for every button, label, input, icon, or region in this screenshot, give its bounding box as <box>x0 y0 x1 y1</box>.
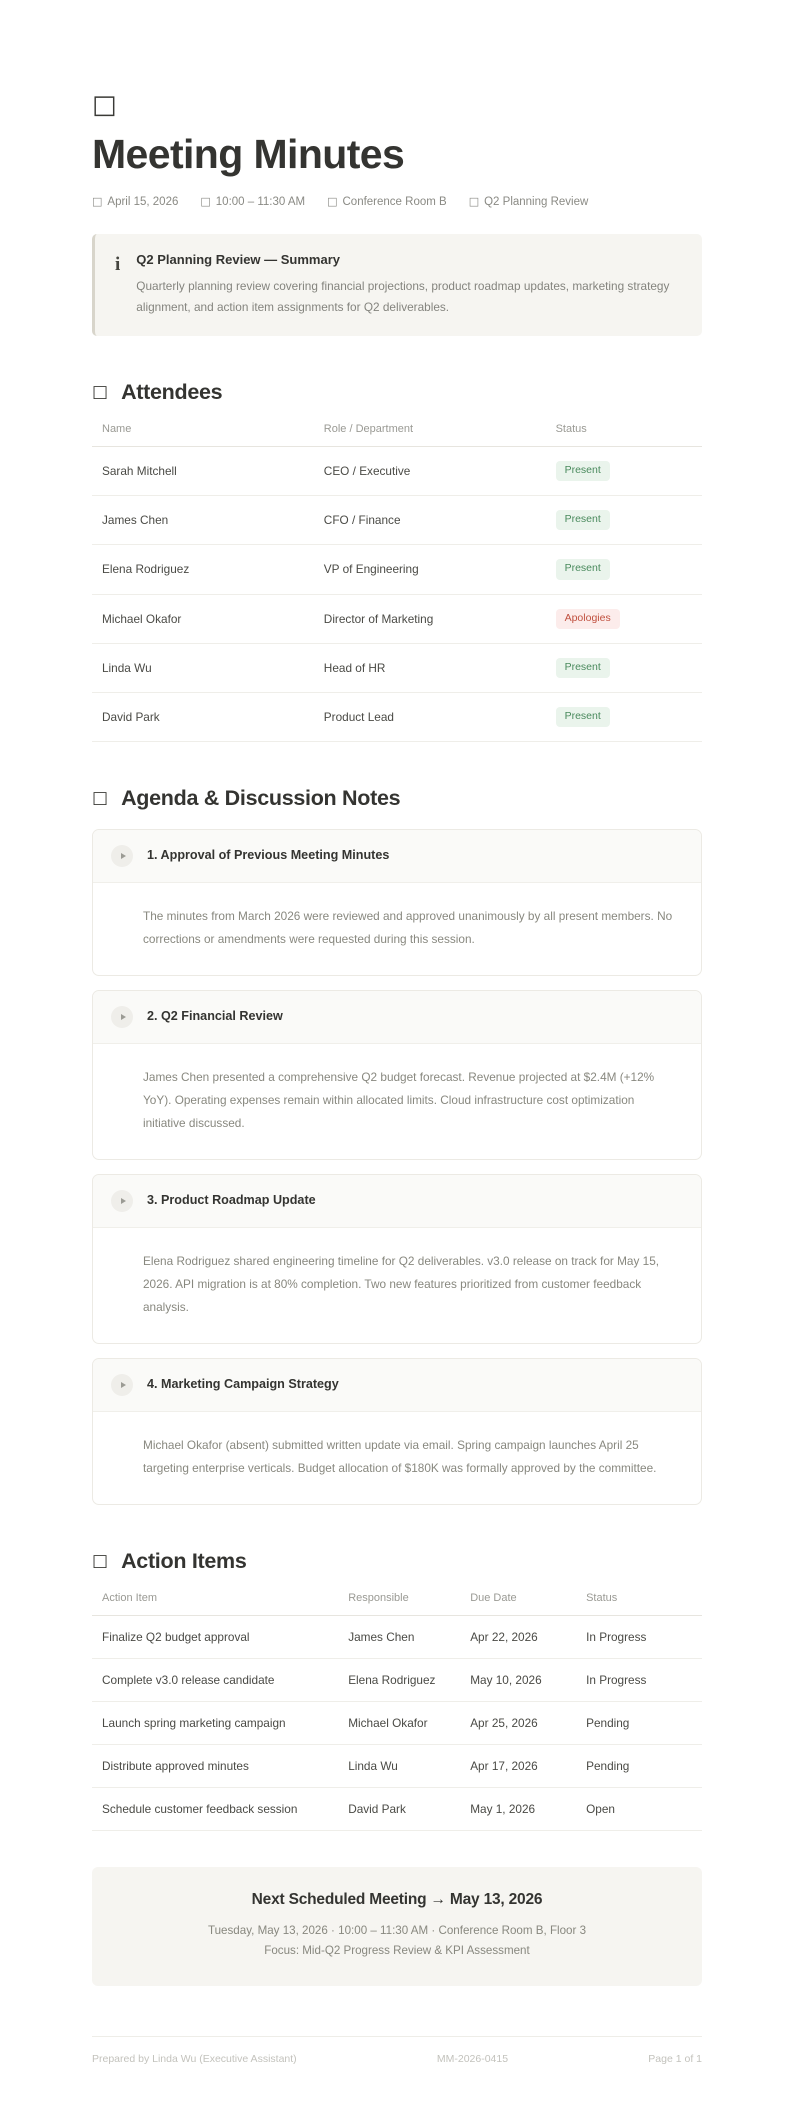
action-item-status: In Progress <box>586 1615 702 1658</box>
attendees-table <box>92 423 702 742</box>
attendee-name: James Chen <box>92 496 324 545</box>
agenda-item[interactable] <box>92 990 702 1160</box>
action-item-responsible: James Chen <box>348 1615 470 1658</box>
disclosure-triangle-icon[interactable] <box>111 1374 133 1396</box>
action-item-due: Apr 17, 2026 <box>470 1744 586 1787</box>
attendee-status-cell <box>556 643 702 692</box>
attendee-name: David Park <box>92 692 324 741</box>
action-items-icon: □ <box>92 1550 109 1571</box>
document-meta-row <box>92 194 702 210</box>
table-row <box>92 594 702 643</box>
page-title: Meeting Minutes <box>92 131 405 177</box>
action-items-table <box>92 1592 702 1831</box>
attendee-role: CEO / Executive <box>324 447 556 496</box>
action-item-responsible: Michael Okafor <box>348 1701 470 1744</box>
attendee-name: Elena Rodriguez <box>92 545 324 594</box>
attendees-section <box>92 380 702 742</box>
disclosure-triangle-icon[interactable] <box>111 1190 133 1212</box>
attendees-col-name: Name <box>92 423 324 447</box>
status-badge: Present <box>556 707 610 727</box>
agenda-item-title: 3. Product Roadmap Update <box>147 1193 316 1208</box>
agenda-section-head <box>92 786 702 811</box>
action-item-label: Launch spring marketing campaign <box>92 1701 348 1744</box>
status-badge: Apologies <box>556 609 620 629</box>
action-item-label: Distribute approved minutes <box>92 1744 348 1787</box>
table-row <box>92 1701 702 1744</box>
agenda-item-title: 1. Approval of Previous Meeting Minutes <box>147 848 390 863</box>
attendees-col-status: Status <box>556 423 702 447</box>
document-footer <box>92 2036 702 2065</box>
action-col-item: Action Item <box>92 1592 348 1616</box>
table-row <box>92 496 702 545</box>
next-meeting-box <box>92 1867 702 1986</box>
agenda-item-body: Elena Rodriguez shared engineering timeline for Q2 deliverables. v3.0 release on track for May 15, 2026. API migration is at 80% completion. Two new features prioritized from customer feedback analysis. <box>143 1253 660 1314</box>
clock-icon: □ <box>200 195 211 209</box>
disclosure-triangle-icon[interactable] <box>111 1006 133 1028</box>
footer-prepared-by: Prepared by Linda Wu (Executive Assistant) <box>92 2053 297 2066</box>
disclosure-triangle-icon[interactable] <box>111 845 133 867</box>
tag-icon: □ <box>468 195 480 209</box>
agenda-item-title: 2. Q2 Financial Review <box>147 1009 283 1024</box>
agenda-item-header[interactable] <box>93 1175 701 1228</box>
attendees-heading: Attendees <box>121 380 223 405</box>
action-item-due: May 10, 2026 <box>470 1658 586 1701</box>
attendees-section-head <box>92 380 702 405</box>
attendees-icon: □ <box>92 382 109 403</box>
next-meeting-details: Tuesday, May 13, 2026 · 10:00 – 11:30 AM · Conference Room B, Floor 3 <box>207 1923 587 1937</box>
attendee-role: Head of HR <box>324 643 556 692</box>
meta-time-label: 10:00 – 11:30 AM <box>215 195 306 208</box>
agenda-item-header[interactable] <box>93 830 701 883</box>
action-items-section <box>92 1549 702 1831</box>
action-items-heading: Action Items <box>121 1548 247 1573</box>
action-item-status: Pending <box>586 1701 702 1744</box>
document-emoji-icon: □ <box>92 90 117 120</box>
attendees-table-head <box>92 423 702 447</box>
action-col-status: Status <box>586 1592 702 1616</box>
table-row <box>92 1787 702 1830</box>
info-icon: i <box>115 254 121 275</box>
action-items-table-head <box>92 1592 702 1616</box>
next-meeting-title: Next Scheduled Meeting → May 13, 2026 <box>251 1890 543 1908</box>
status-badge: Present <box>556 461 610 481</box>
action-item-due: Apr 25, 2026 <box>470 1701 586 1744</box>
attendee-role: CFO / Finance <box>324 496 556 545</box>
attendee-role: Product Lead <box>324 692 556 741</box>
action-items-section-head <box>92 1549 702 1574</box>
meta-date-label: April 15, 2026 <box>107 195 179 208</box>
action-col-due: Due Date <box>470 1592 586 1616</box>
table-row <box>92 692 702 741</box>
attendee-status-cell <box>556 692 702 741</box>
summary-callout-text: Quarterly planning review covering financial projections, product roadmap updates, marketing strategy alignment, and action item assignments for Q2 deliverables. <box>136 278 670 314</box>
action-items-header-row <box>92 1592 702 1616</box>
table-row <box>92 545 702 594</box>
agenda-heading: Agenda & Discussion Notes <box>121 785 401 810</box>
agenda-section <box>92 786 702 1505</box>
document-header <box>92 92 702 210</box>
meta-item-date <box>92 194 178 210</box>
attendee-name: Michael Okafor <box>92 594 324 643</box>
agenda-item-title: 4. Marketing Campaign Strategy <box>147 1377 339 1392</box>
action-items-table-body <box>92 1615 702 1830</box>
attendee-role: VP of Engineering <box>324 545 556 594</box>
summary-callout-title: Q2 Planning Review — Summary <box>136 252 341 267</box>
attendee-name: Linda Wu <box>92 643 324 692</box>
agenda-item-header[interactable] <box>93 1359 701 1412</box>
attendee-name: Sarah Mitchell <box>92 447 324 496</box>
action-item-responsible: Elena Rodriguez <box>348 1658 470 1701</box>
agenda-icon: □ <box>92 787 109 808</box>
summary-callout <box>92 234 702 336</box>
meta-item-time <box>200 194 305 210</box>
action-col-responsible: Responsible <box>348 1592 470 1616</box>
footer-document-id: MM-2026-0415 <box>436 2053 509 2066</box>
meta-item-location <box>327 194 447 210</box>
attendee-status-cell <box>556 594 702 643</box>
agenda-item-body: Michael Okafor (absent) submitted written update via email. Spring campaign launches April 25 targeting enterprise verticals. Budget allocation of $180K was formally approved by the committee. <box>143 1437 657 1475</box>
agenda-item[interactable] <box>92 829 702 976</box>
meta-topic-label: Q2 Planning Review <box>484 195 589 208</box>
attendee-status-cell <box>556 496 702 545</box>
action-item-label: Finalize Q2 budget approval <box>92 1615 348 1658</box>
meta-item-topic <box>469 194 589 210</box>
next-meeting-focus: Focus: Mid-Q2 Progress Review & KPI Assessment <box>264 1943 530 1957</box>
attendees-header-row <box>92 423 702 447</box>
location-icon: □ <box>327 195 338 209</box>
action-item-responsible: David Park <box>348 1787 470 1830</box>
action-item-status: Pending <box>586 1744 702 1787</box>
action-item-status: In Progress <box>586 1658 702 1701</box>
action-item-label: Schedule customer feedback session <box>92 1787 348 1830</box>
status-badge: Present <box>556 658 610 678</box>
table-row <box>92 1658 702 1701</box>
action-item-status: Open <box>586 1787 702 1830</box>
attendee-status-cell <box>556 545 702 594</box>
table-row <box>92 1615 702 1658</box>
agenda-item-body: The minutes from March 2026 were reviewed and approved unanimously by all present members. No corrections or amendments were requested during this session. <box>143 908 673 946</box>
summary-callout-body <box>136 252 680 317</box>
agenda-item[interactable] <box>92 1358 702 1505</box>
table-row <box>92 643 702 692</box>
status-badge: Present <box>556 510 610 530</box>
action-item-due: May 1, 2026 <box>470 1787 586 1830</box>
attendees-col-role: Role / Department <box>324 423 556 447</box>
table-row <box>92 447 702 496</box>
footer-page-number: Page 1 of 1 <box>648 2053 702 2066</box>
agenda-item-header[interactable] <box>93 991 701 1044</box>
attendee-status-cell <box>556 447 702 496</box>
agenda-item[interactable] <box>92 1174 702 1344</box>
meta-location-label: Conference Room B <box>342 195 447 208</box>
action-item-label: Complete v3.0 release candidate <box>92 1658 348 1701</box>
agenda-item-body: James Chen presented a comprehensive Q2 budget forecast. Revenue projected at $2.4M (+12% YoY). Operating expenses remain within allocated limits. Cloud infrastructure cost optimization initiative discussed. <box>143 1069 655 1130</box>
status-badge: Present <box>556 559 610 579</box>
action-item-responsible: Linda Wu <box>348 1744 470 1787</box>
action-item-due: Apr 22, 2026 <box>470 1615 586 1658</box>
attendee-role: Director of Marketing <box>324 594 556 643</box>
table-row <box>92 1744 702 1787</box>
calendar-icon: □ <box>92 195 103 209</box>
attendees-table-body <box>92 447 702 742</box>
